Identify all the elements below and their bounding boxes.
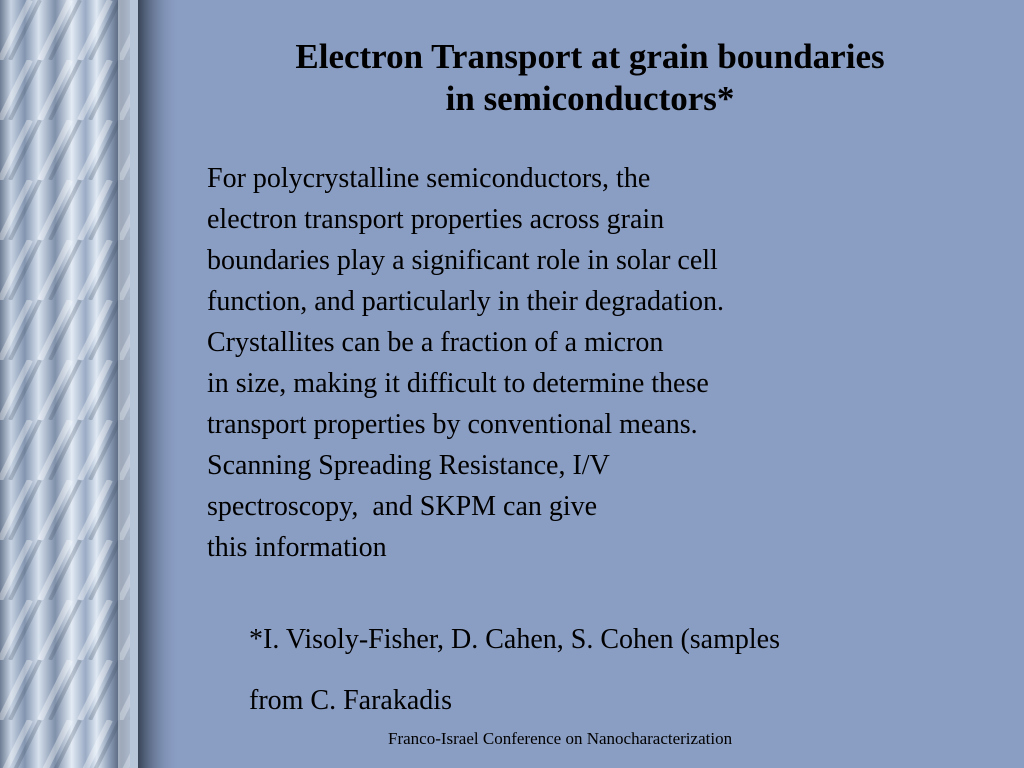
- body-line: For polycrystalline semiconductors, the: [207, 163, 651, 194]
- body-line: spectroscopy, and SKPM can give: [207, 491, 598, 522]
- footer-text: Franco-Israel Conference on Nanocharacterization: [388, 729, 733, 748]
- citation-line: from C. Farakadis: [249, 685, 452, 716]
- body-line: electron transport properties across grain: [207, 204, 665, 235]
- body-line: in size, making it difficult to determine these: [207, 368, 709, 399]
- body-line: boundaries play a significant role in solar cell: [207, 245, 718, 276]
- citation: [249, 620, 969, 721]
- slide-title: [180, 36, 1000, 120]
- citation-line: *I. Visoly-Fisher, D. Cahen, S. Cohen (samples: [249, 624, 780, 655]
- body-line: transport properties by conventional means.: [207, 409, 698, 440]
- body-line: Scanning Spreading Resistance, I/V: [207, 450, 610, 481]
- body-line: this information: [207, 532, 387, 563]
- title-line: Electron Transport at grain boundaries: [295, 37, 885, 76]
- body-line: Crystallites can be a fraction of a micron: [207, 327, 664, 358]
- body-paragraph: [207, 158, 967, 568]
- title-line: in semiconductors*: [445, 79, 735, 118]
- decorative-pillar: [0, 0, 180, 768]
- body-line: function, and particularly in their degradation.: [207, 286, 725, 317]
